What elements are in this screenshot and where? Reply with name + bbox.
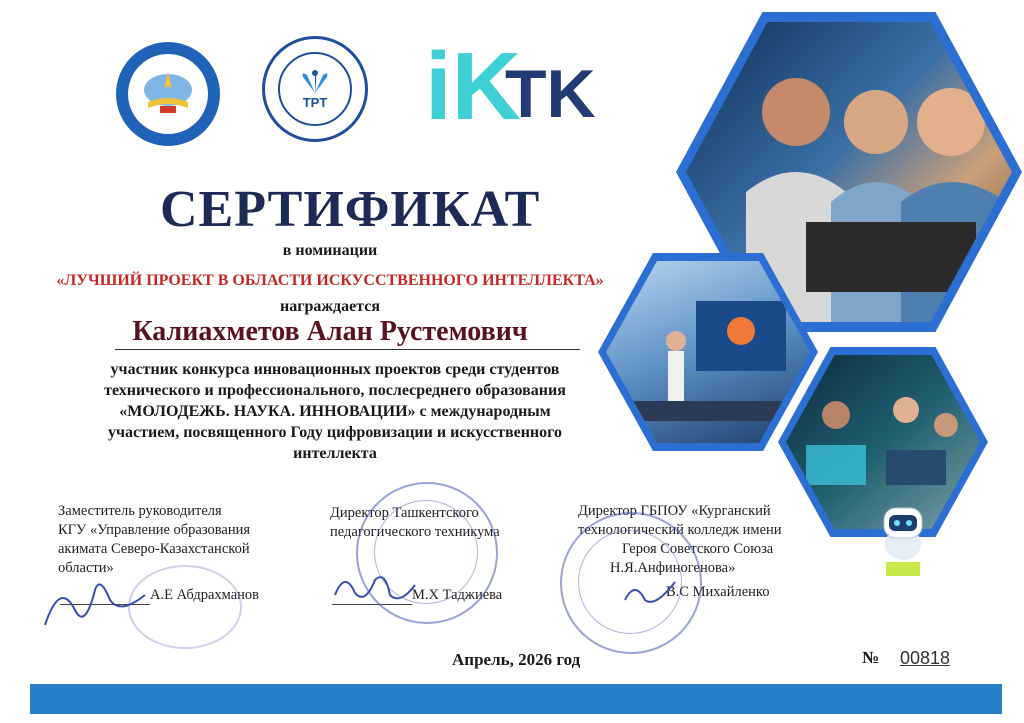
book-icon bbox=[138, 64, 198, 124]
official-stamp-2 bbox=[356, 482, 498, 624]
signer-name-1: А.Е Абдрахманов bbox=[150, 587, 260, 603]
certificate-number-label: № bbox=[862, 648, 880, 667]
ktk-abbr-part1: iK bbox=[425, 33, 521, 140]
signer-name-2: М.Х Таджиева bbox=[412, 587, 503, 603]
signer-title-line: Директор ГБПОУ «Курганский bbox=[578, 503, 771, 519]
official-stamp-1 bbox=[128, 565, 242, 649]
certificate-number: 00818 bbox=[900, 648, 951, 668]
signer-title-line: Заместитель руководителя bbox=[58, 503, 222, 519]
signer-title-line: технологический колледж имени bbox=[578, 522, 782, 538]
nomination-title: «ЛУЧШИЙ ПРОЕКТ В ОБЛАСТИ ИСКУССТВЕННОГО ИНТЕЛЛЕКТА» bbox=[56, 272, 604, 289]
recipient-underline bbox=[115, 349, 580, 350]
ktk-abbr-part2: TK bbox=[505, 56, 596, 132]
robot-icon bbox=[868, 500, 938, 580]
description-line: технического и профессионального, послесреднего образования bbox=[104, 382, 566, 399]
issue-date: Апрель, 2026 год bbox=[452, 650, 581, 669]
signer-title-line: области» bbox=[58, 560, 114, 576]
description-line: «МОЛОДЕЖЬ. НАУКА. ИННОВАЦИИ» с международным bbox=[119, 403, 551, 420]
flower-icon bbox=[295, 69, 335, 95]
signer-title-line: акимата Северо-Казахстанской bbox=[58, 541, 250, 557]
signer-title-line: КГУ «Управление образования bbox=[58, 522, 251, 538]
tpt-ring-text bbox=[0, 0, 1, 1]
description-line: интеллекта bbox=[293, 445, 377, 462]
ministry-logo bbox=[116, 42, 220, 146]
signer-name-3: В.С Михайленко bbox=[666, 584, 770, 600]
nomination-intro: в номинации bbox=[282, 242, 378, 259]
recipient-name: Калиахметов Алан Рустемович bbox=[132, 316, 528, 347]
description bbox=[55, 359, 615, 464]
description-line: участник конкурса инновационных проектов среди студентов bbox=[110, 361, 560, 378]
tpt-abbr: TPT bbox=[302, 94, 328, 110]
signer-title-line: педагогического техникума bbox=[330, 524, 500, 540]
signer-title-line: Н.Я.Анфиногенова» bbox=[610, 560, 736, 576]
signer-title-line: Героя Советского Союза bbox=[622, 541, 774, 557]
description-line: участием, посвященного Году цифровизации и искусственного bbox=[107, 424, 563, 441]
signer-title-line: Директор Ташкентского bbox=[330, 505, 479, 521]
tpt-logo bbox=[262, 36, 368, 142]
bottom-accent-bar bbox=[30, 684, 1002, 714]
handwritten-signature-3 bbox=[620, 570, 680, 610]
awarded-label: награждается bbox=[280, 298, 380, 315]
ktk-logo bbox=[425, 33, 615, 140]
certificate-title: СЕРТИФИКАТ bbox=[160, 181, 541, 238]
